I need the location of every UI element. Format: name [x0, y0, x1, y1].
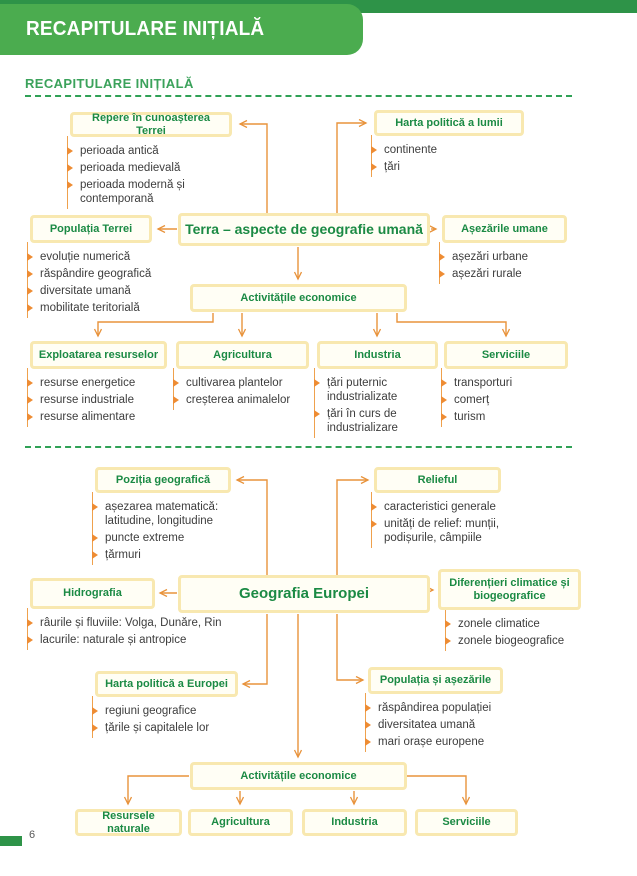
list-item: perioada antică: [68, 144, 215, 161]
node-repere-cunoasterea-terrei: [70, 112, 232, 137]
list-item: țările și capitalele lor: [93, 721, 252, 738]
node-title: Populația Terrei: [49, 222, 133, 235]
list-item: mobilitate teritorială: [28, 301, 177, 318]
node-terra-central: [178, 213, 430, 246]
node-title: Harta politică a Europei: [105, 677, 228, 690]
node-title: Poziția geografică: [115, 473, 211, 486]
triangle-bullet-icon: [371, 520, 377, 528]
item-list: [445, 609, 595, 651]
node-title: Industria: [331, 816, 378, 829]
chapter-title: RECAPITULARE INIȚIALĂ: [26, 18, 265, 40]
item-list: [441, 368, 561, 427]
node-title: Industria: [354, 348, 401, 361]
item-list: [365, 693, 515, 752]
list-item: așezări urbane: [440, 250, 569, 267]
node-title: Repere în cunoașterea Terrei: [92, 111, 210, 137]
node-geografia-europei-central: [178, 575, 430, 613]
list-serviciile-1: [441, 368, 561, 427]
triangle-bullet-icon: [27, 619, 33, 627]
list-item: transporturi: [442, 376, 561, 393]
node-title: Agricultura: [211, 816, 270, 829]
dashed-divider-top: [25, 95, 572, 97]
node-activitati-economice-1: [190, 284, 407, 312]
triangle-bullet-icon: [27, 270, 33, 278]
node-hidrografia: [30, 578, 155, 609]
list-item: zonele biogeografice: [446, 634, 595, 651]
node-title: Hidrografia: [63, 587, 122, 600]
node-industria-1: [317, 341, 438, 369]
triangle-bullet-icon: [365, 738, 371, 746]
node-activitati-economice-2: [190, 762, 407, 790]
list-item: unități de relief: munții, podișurile, câmpiile: [372, 517, 536, 548]
triangle-bullet-icon: [27, 413, 33, 421]
list-diferentieri-climatice: [445, 609, 595, 651]
list-item: așezări rurale: [440, 267, 569, 284]
list-pozitia-geografica: [92, 492, 247, 565]
list-hidrografia: [27, 608, 267, 650]
node-title: Exploatarea resurselor: [38, 348, 159, 361]
node-agricultura-1: [176, 341, 309, 369]
list-item: resurse alimentare: [28, 410, 172, 427]
node-asezarile-umane: [442, 215, 567, 243]
item-list: [27, 242, 177, 318]
triangle-bullet-icon: [371, 146, 377, 154]
item-list: [92, 696, 252, 738]
node-title: Diferențieri climatice și biogeografice: [449, 576, 570, 602]
list-item: diversitatea umană: [366, 718, 515, 735]
triangle-bullet-icon: [27, 253, 33, 261]
node-serviciile-2: [415, 809, 518, 836]
list-item: răspândire geografică: [28, 267, 177, 284]
item-list: [92, 492, 247, 565]
list-item: țări puternic industrializate: [315, 376, 426, 407]
node-resursele-naturale: [75, 809, 182, 836]
node-title: Terra – aspecte de geografie umană: [185, 221, 423, 238]
triangle-bullet-icon: [67, 164, 73, 172]
list-asezarile-umane: [439, 242, 569, 284]
node-harta-politica-lumii: [374, 110, 524, 136]
triangle-bullet-icon: [445, 637, 451, 645]
list-populatia-terrei: [27, 242, 177, 318]
list-agricultura-1: [173, 368, 313, 410]
node-relieful: [374, 467, 501, 493]
node-serviciile-1: [444, 341, 568, 369]
node-title: Resursele naturale: [102, 809, 155, 835]
list-item: țări: [372, 160, 521, 177]
triangle-bullet-icon: [439, 270, 445, 278]
list-item: cultivarea plantelor: [174, 376, 313, 393]
item-list: [67, 136, 215, 209]
list-item: răspândirea populației: [366, 701, 515, 718]
triangle-bullet-icon: [92, 707, 98, 715]
triangle-bullet-icon: [439, 253, 445, 261]
node-exploatarea-resurselor: [30, 341, 167, 369]
dashed-divider-middle: [25, 446, 572, 448]
list-item: mari orașe europene: [366, 735, 515, 752]
page-number-bar: [0, 836, 22, 846]
triangle-bullet-icon: [27, 304, 33, 312]
triangle-bullet-icon: [441, 413, 447, 421]
triangle-bullet-icon: [173, 379, 179, 387]
triangle-bullet-icon: [92, 724, 98, 732]
list-item: resurse energetice: [28, 376, 172, 393]
node-pozitia-geografica: [95, 467, 231, 493]
list-item: continente: [372, 143, 521, 160]
triangle-bullet-icon: [27, 287, 33, 295]
triangle-bullet-icon: [314, 379, 320, 387]
page-number: 6: [29, 829, 36, 841]
list-item: resurse industriale: [28, 393, 172, 410]
list-item: evoluție numerică: [28, 250, 177, 267]
item-list: [439, 242, 569, 284]
list-item: țărmuri: [93, 548, 247, 565]
triangle-bullet-icon: [27, 379, 33, 387]
list-harta-europei: [92, 696, 252, 738]
item-list: [173, 368, 313, 410]
list-item: creșterea animalelor: [174, 393, 313, 410]
list-exploatarea-resurselor: [27, 368, 172, 427]
node-title: Harta politică a lumii: [395, 116, 503, 129]
list-item: perioada medievală: [68, 161, 215, 178]
triangle-bullet-icon: [314, 410, 320, 418]
list-item: comerț: [442, 393, 561, 410]
triangle-bullet-icon: [67, 147, 73, 155]
node-agricultura-2: [188, 809, 293, 836]
node-title: Așezările umane: [461, 222, 548, 235]
node-title: Serviciile: [442, 816, 491, 829]
triangle-bullet-icon: [67, 181, 73, 189]
triangle-bullet-icon: [173, 396, 179, 404]
triangle-bullet-icon: [365, 721, 371, 729]
triangle-bullet-icon: [365, 704, 371, 712]
node-populatia-terrei: [30, 215, 152, 243]
list-repere: [67, 136, 215, 209]
node-harta-politica-europei: [95, 671, 238, 697]
section-title: RECAPITULARE INIȚIALĂ: [25, 76, 194, 91]
list-item: perioada modernă și contemporană: [68, 178, 215, 209]
node-diferentieri-climatice: [438, 569, 581, 610]
node-title: Activitățile economice: [240, 769, 357, 782]
list-item: zonele climatice: [446, 617, 595, 634]
triangle-bullet-icon: [27, 396, 33, 404]
node-title: Populația și așezările: [379, 674, 492, 687]
triangle-bullet-icon: [92, 551, 98, 559]
list-item: țări în curs de industrializare: [315, 407, 426, 438]
node-populatia-asezarile: [368, 667, 503, 694]
triangle-bullet-icon: [371, 503, 377, 511]
node-title: Serviciile: [481, 348, 531, 361]
triangle-bullet-icon: [27, 636, 33, 644]
list-industria-1: [314, 368, 426, 438]
list-item: regiuni geografice: [93, 704, 252, 721]
list-harta-lumii: [371, 135, 521, 177]
item-list: [371, 492, 536, 548]
list-item: puncte extreme: [93, 531, 247, 548]
list-populatia-asezarile: [365, 693, 515, 752]
list-relieful: [371, 492, 536, 548]
list-item: râurile și fluviile: Volga, Dunăre, Rin: [28, 616, 267, 633]
item-list: [27, 368, 172, 427]
item-list: [314, 368, 426, 438]
triangle-bullet-icon: [371, 163, 377, 171]
list-item: așezarea matematică: latitudine, longitudine: [93, 500, 247, 531]
node-title: Geografia Europei: [238, 585, 370, 603]
triangle-bullet-icon: [445, 620, 451, 628]
item-list: [371, 135, 521, 177]
list-item: caracteristici generale: [372, 500, 536, 517]
list-item: lacurile: naturale și antropice: [28, 633, 267, 650]
node-industria-2: [302, 809, 407, 836]
list-item: diversitate umană: [28, 284, 177, 301]
node-title: Agricultura: [213, 348, 272, 361]
triangle-bullet-icon: [441, 396, 447, 404]
chapter-banner: [0, 4, 363, 55]
node-title: Activitățile economice: [240, 291, 357, 304]
triangle-bullet-icon: [441, 379, 447, 387]
triangle-bullet-icon: [92, 503, 98, 511]
node-title: Relieful: [417, 473, 458, 486]
item-list: [27, 608, 267, 650]
triangle-bullet-icon: [92, 534, 98, 542]
list-item: turism: [442, 410, 561, 427]
